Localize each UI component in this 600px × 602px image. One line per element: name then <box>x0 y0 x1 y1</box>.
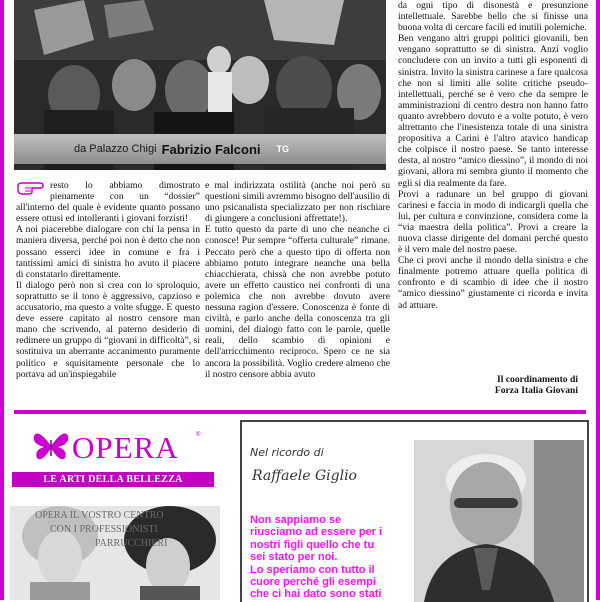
opera-logo <box>6 428 220 464</box>
poem-line: riusciamo ad essere per i <box>250 526 383 539</box>
opera-models-photo <box>10 506 220 600</box>
news-photo <box>14 0 386 170</box>
column3-paragraph-2: Provi a radunare un bel gruppo di giovani carinesi e faccia in modo di indicargli quella che lui, per cultura e convinzione, considera come la “via maestra della politica”. Provi a creare la nuova classe dirigente del domani perché questo è il vero male del nostro paese. <box>398 188 588 256</box>
portrait-illustration <box>414 440 584 602</box>
watermark-line-3: PARRUCCHIERI <box>95 538 168 549</box>
column2-paragraph-2: E tutto questo da parte di uno che neanche ci conosce! Pur sempre “offerta culturale” rimane. Peccato però che a questo tipo di offerta non abbiamo potuto integrare neanche una bella chiacchierata, chissà che non avrebbe potuto avere un effetto caustico nei confronti di una polemica che non avrebbe dovuto avere nessuna ragion d'essere. Conoscenza è fonte di civiltà, e parlo anche della conoscenza tra gli uomini, del dialogo fatto con le parole, quelle reali, dello scambio di opinioni e dell'arricchimento reciproco. Spero ce ne sia ancora la possibilità. Voglio credere almeno che il nostro censore abbia avuto <box>205 224 390 380</box>
butterfly-icon <box>32 430 70 462</box>
right-magenta-border <box>596 0 600 600</box>
memorial-script-line-1: Nel ricordo di <box>250 446 324 459</box>
column3-paragraph-3: Che ci provi anche il mondo della sinistra e che finalmente potremo attuare quella politica di confronto e di scambio di idee che il nostro “amico diessino” giustamente ci ricorda e invita ad attuare. <box>398 255 588 311</box>
registered-mark: ® <box>196 432 201 438</box>
poem-line: sei stato per noi. <box>250 551 338 564</box>
column2-paragraph-1: e mal indirizzata ostilità (anche noi però su questioni simili avremmo bisogno dell'ausilio di uno psicanalista specializzato per non rischiare di giungere a conclusioni affrettate!). <box>205 180 390 225</box>
column1-lead-paragraph <box>16 180 200 224</box>
caption-source: da Palazzo Chigi <box>74 143 157 155</box>
column3-paragraph-1: Ben vengano altri gruppi politici giovanili, ben vengano soprattutto se di sinistra. Anzi voglio concludere con un invito a tutti gli esponenti di sinistra. Invito la sinistra carinese a fare qualcosa che non si limiti alle solite critiche pseudo-intellettuali, perché se è vero che da sempre le amministrazioni di centro destra non hanno fatto quanto avrebbero dovuto e a volte potuto, è vero altrettanto che l'inesistenza totale di una sinistra propositiva a Carini è l'altro atavico handicap che colpisce il nostro paese. Se tanto interesse desta, al nostro “amico diessino”, il mondo di noi giovani, allora mi sembra giunto il momento che egli si dia realmente da fare. <box>398 33 588 189</box>
poem-line: che ci hai dato sono stati <box>250 588 382 601</box>
opera-tagline-band: LE ARTI DELLA BELLEZZA <box>12 472 214 487</box>
article-signature <box>398 374 578 396</box>
column1-paragraph-2: Il dialogo però non si crea con lo sproloquio, soprattutto se il tono è aggressivo, capzioso e accusatorio, ma questo a volte sfugge. E questo deve essere capitato al nostro censore man mano che scrivendo, al paterno desiderio di redimere un gruppo di “giovani in difficoltà”, si sostituiva un aberrante accanimento puramente politico e squisitamente personale che lo portava ad un'inspiegabile <box>16 279 200 380</box>
article-column-1 <box>16 180 200 380</box>
models-illustration <box>10 506 220 600</box>
poem-line: cuore perché gli esempi <box>250 576 376 589</box>
caption-reporter: Fabrizio Falconi <box>161 141 261 157</box>
tg-badge: TG <box>276 144 290 154</box>
article-column-3 <box>398 0 588 311</box>
watermark-line-1: OPERA IL VOSTRO CENTRO <box>35 510 164 521</box>
signature-line-2: Forza Italia Giovani <box>494 385 578 396</box>
poem-line: Lo speriamo con tutto il <box>250 563 375 576</box>
article-column-2 <box>205 180 390 380</box>
opera-brand-name: OPERA <box>72 430 179 465</box>
opera-advertisement <box>6 422 220 600</box>
memorial-script-line-2: Raffaele Giglio <box>252 468 357 484</box>
photo-caption-bar <box>14 134 386 164</box>
watermark-line-2: CON I PROFESSIONISTI <box>50 524 158 535</box>
column1-lead-text: resto lo abbiamo dimostrato pienamente con un “dossier” all'interno del quale è evidente quanto possano essere ottusi ed intolleranti i giovani forzisti! <box>16 180 200 225</box>
poem-line: Non sappiamo se <box>250 514 342 526</box>
column3-paragraph-0: da ogni tipo di disonestà e presunzione intellettuale. Sarebbe bello che si finisse una buona volta di cercare facili ed inutili polemiche. <box>398 0 588 34</box>
memorial-portrait <box>414 440 584 602</box>
poem-line: nostri figli quello che tu <box>250 538 375 551</box>
left-magenta-border <box>0 0 4 600</box>
signature-line-1: Il coordinamento di <box>496 374 578 385</box>
memorial-box <box>240 420 589 602</box>
memorial-poem <box>250 514 420 601</box>
pointing-hand-icon <box>16 180 46 196</box>
section-divider <box>14 410 586 414</box>
column1-paragraph-1: A noi piacerebbe dialogare con chi la pensa in maniera diversa, perché poi non è detto che non possano esserci idee in comune e fra i tantissimi amici di sinistra ho avuto il piacere di constatarlo direttamente. <box>16 224 200 280</box>
